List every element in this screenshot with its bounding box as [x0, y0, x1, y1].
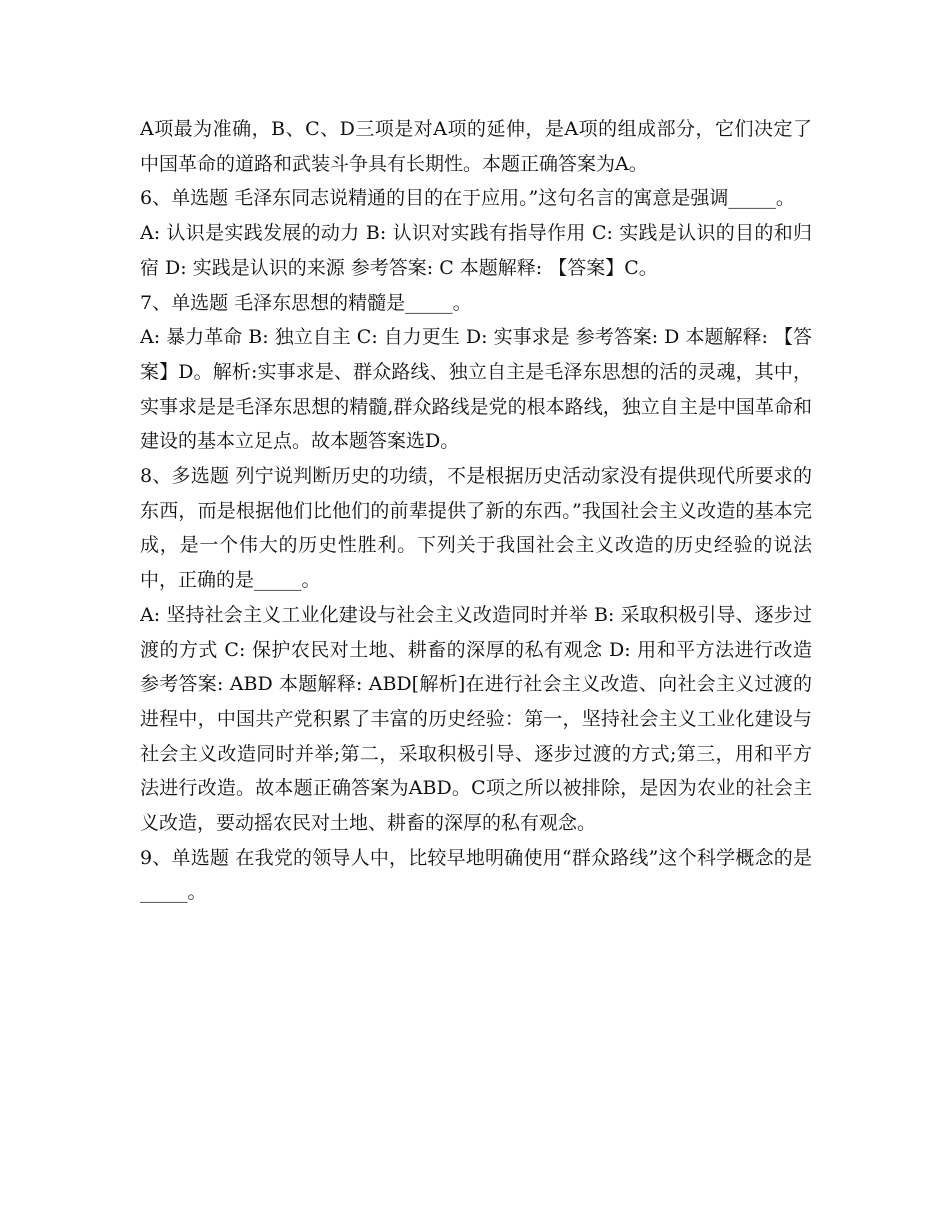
options-answer-6: A: 认识是实践发展的动力 B: 认识对实践有指导作用 C: 实践是认识的目的和归宿 D: 实践是认识的来源 参考答案: C 本题解释: 【答案】C。	[140, 222, 812, 279]
options-answer-7: A: 暴力革命 B: 独立自主 C: 自力更生 D: 实事求是 参考答案: D 本题解释: 【答案】D。解析:实事求是、群众路线、独立自主是毛泽东思想的活的灵魂，其中，实事求是是毛泽东思想的精髓,群众路线是党的根本路线，独立自主是中国革命和建设的基本立足点。故本题答案选D。	[140, 326, 812, 453]
answer-explanation-5: A项最为准确，B、C、D三项是对A项的延伸，是A项的组成部分，它们决定了中国革命的道路和武装斗争具有长期性。本题正确答案为A。	[140, 118, 812, 175]
question-8: 8、多选题 列宁说判断历史的功绩，不是根据历史活动家没有提供现代所要求的东西，而是根据他们比他们的前辈提供了新的东西。”我国社会主义改造的基本完成，是一个伟大的历史性胜利。下列关于我国社会主义改造的历史经验的说法中，正确的是_____。	[140, 465, 812, 592]
question-6: 6、单选题 毛泽东同志说精通的目的在于应用。”这句名言的寓意是强调_____。	[140, 187, 795, 210]
options-answer-8: A: 坚持社会主义工业化建设与社会主义改造同时并举 B: 采取积极引导、逐步过渡的方式 C: 保护农民对土地、耕畜的深厚的私有观念 D: 用和平方法进行改造 参考答案: ABD 本题解释: ABD[解析]在进行社会主义改造、向社会主义过渡的进程中，中国共产党积累了丰富的历史经验：第一，坚持社会主义工业化建设与社会主义改造同时并举;第二，采取积极引导、逐步过渡的方式;第三，用和平方法进行改造。故本题正确答案为ABD。C项之所以被排除，是因为农业的社会主义改造，要动摇农民对土地、耕畜的深厚的私有观念。	[140, 603, 812, 835]
question-7: 7、单选题 毛泽东思想的精髓是_____。	[140, 291, 472, 314]
document-body	[140, 112, 812, 910]
question-9: 9、单选题 在我党的领导人中，比较早地明确使用“群众路线”这个科学概念的是_____。	[140, 846, 812, 904]
